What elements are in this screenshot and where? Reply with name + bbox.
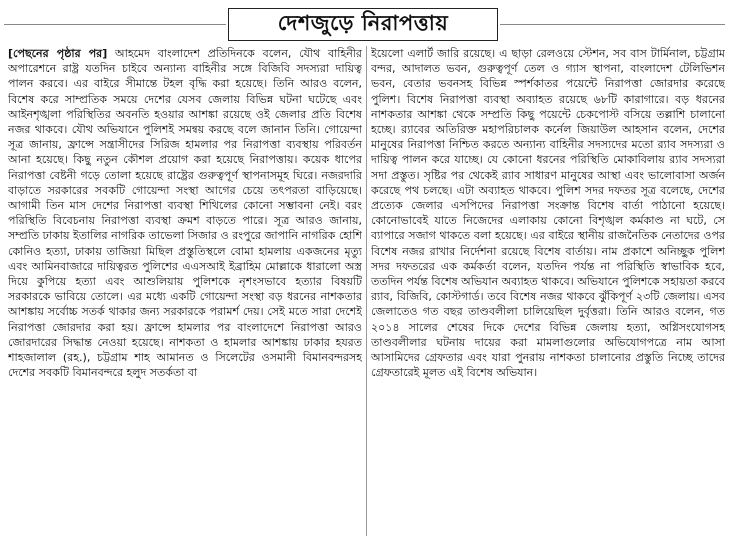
continuation-tag: [পেছনের পৃষ্ঠার পর] (8, 47, 108, 60)
article-column-left (8, 46, 362, 536)
headline-rule-left (4, 24, 226, 25)
headline-rule-right (500, 24, 725, 25)
article-body (8, 46, 725, 536)
article-column-right (371, 46, 725, 536)
left-column-text: আহমেদ বাংলাদেশ প্রতিদিনকে বলেন, যৌথ বাহিনীর অপারেশনে রাষ্ট্র যতদিন চাইবে অন্যান্য বাহিনীর সঙ্গে বিজিবি সদস্যরা দায়িত্ব পালন করবে। এর বাইরে সীমান্তে টহল বৃদ্ধি করা হয়েছে। তিনি আরও বলেন, বিশেষ করে সাম্প্রতিক সময়ে দেশের যেসব জেলায় বিভিন্ন ঘটনা ঘটেছে এবং আইনশৃঙ্খলা পরিস্থিতির অবনতি হওয়ার আশঙ্কা রয়েছে ওই জেলার প্রতি বিশেষ নজর থাকবে। যৌথ অভিযানে পুলিশই সমন্বয় করছে বলে জানান তিনি। গোয়েন্দা সূত্র জানায়, ফ্রান্সে সন্ত্রাসীদের সিরিজ হামলার পর নিরাপত্তা ব্যবস্থায় পরিবর্তন আনা হয়েছে। কিছু নতুন কৌশল প্রয়োগ করা হয়েছে নিরাপত্তায়। কয়েক ধাপের নিরাপত্তা বেষ্টনী গড়ে তোলা হয়েছে রাষ্ট্রের গুরুত্বপূর্ণ স্থাপনাসমূহ ঘিরে। নজরদারি বাড়াতে সরকারের সবকটি গোয়েন্দা সংস্থা আগের চেয়ে তৎপরতা বাড়িয়েছে। আগামী তিন মাস দেশের নিরাপত্তা ব্যবস্থা শিথিলের কোনো সম্ভাবনা নেই। বরং পরিস্থিতি বিবেচনায় নিরাপত্তা ব্যবস্থা ক্রমশ বাড়তে পারে। সূত্র আরও জানায়, সম্প্রতি ঢাকায় ইতালির নাগরিক তাভেলা সিজার ও রংপুরে জাপানি নাগরিক হোশি কোনিও হত্যা, ঢাকায় তাজিয়া মিছিল প্রস্তুতিস্থলে বোমা হামলায় একজনের মৃত্যু এবং আমিনবাজারে দায়িত্বরত পুলিশের এএসআই ইব্রাহিম মোল্লাকে ধারালো অস্ত্র দিয়ে কুপিয়ে হত্যা এবং আশুলিয়ায় পুলিশকে নৃশংসভাবে হত্যার বিষয়টি সরকারকে ভাবিয়ে তোলে। এর মধ্যে একটি গোয়েন্দা সংস্থা বড় ধরনের নাশকতার আশঙ্কায় সর্বোচ্চ সতর্ক থাকার জন্য সরকারকে পরামর্শ দেয়। সেই মতে সারা দেশেই নিরাপত্তা জোরদার করা হয়। ফ্রান্সে হামলার পর বাংলাদেশে নিরাপত্তা আরও জোরদারের সিদ্ধান্ত নেওয়া হয়েছে। নাশকতা ও হামলার আশঙ্কায় ঢাকার হযরত শাহজালাল (রহ.), চট্টগ্রাম শাহ আমানত ও সিলেটের ওসমানী বিমানবন্দরসহ দেশের সবকটি বিমানবন্দরে হলুদ সতর্কতা বা (8, 47, 362, 380)
headline-box (228, 8, 498, 41)
column-divider (366, 46, 367, 536)
right-column-text: ইয়েলো এলার্ট জারি রয়েছে। এ ছাড়া রেলওয়ে স্টেশন, সব বাস টার্মিনাল, চট্টগ্রাম বন্দর, আদালত ভবন, গুরুত্বপূর্ণ তেল ও গ্যাস স্থাপনা, বাংলাদেশ টেলিভিশন ভবন, বেতার ভবনসহ বিভিন্ন স্পর্শকাতর পয়েন্টে নিরাপত্তা জোরদার করেছে পুলিশ। বিশেষ নিরাপত্তা ব্যবস্থা অব্যাহত রয়েছে ৬৮টি কারাগারে। বড় ধরনের নাশকতার আশঙ্কা থেকে সম্প্রতি কিছু পয়েন্টে চেকপোস্ট বসিয়ে তল্লাশি চালানো হচ্ছে। র‌্যাবের অতিরিক্ত মহাপরিচালক কর্নেল জিয়াউল আহসান বলেন, দেশের মানুষের নিরাপত্তা নিশ্চিত করতে অন্যান্য বাহিনীর সদস্যদের মতো র‌্যাব সদস্যরা ও দায়িত্ব পালন করে যাচ্ছে। যে কোনো ধরনের পরিস্থিতি মোকাবিলায় র‌্যাব সদস্যরা সদা প্রস্তুত। সৃষ্টির পর থেকেই র‌্যাব সাধারণ মানুষের আস্থা এবং ভালোবাসা অর্জন করেছে পথ চলছে। এটা অব্যাহত থাকবে। পুলিশ সদর দফতর সূত্র বলেছে, দেশের প্রত্যেক জেলার এসপিদের নিরাপত্তা সংক্রান্ত বিশেষ বার্তা পাঠানো হয়েছে। কোনোভাবেই যাতে নিজেদের এলাকায় কোনো বিশৃঙ্খল কর্মকাণ্ড না ঘটে, সে ব্যাপারে সজাগ থাকতে বলা হয়েছে। এর বাইরে স্থানীয় রাজনৈতিক নেতাদের ওপর বিশেষ নজর রাখার নির্দেশনা রয়েছে বিশেষ বার্তায়। নাম প্রকাশে অনিচ্ছুক পুলিশ সদর দফতরের এক কর্মকর্তা বলেন, যতদিন পর্যন্ত না পরিস্থিতি স্বাভাবিক হবে, ততদিন পর্যন্ত বিশেষ অভিযান অব্যাহত থাকবে। অভিযানে পুলিশকে সহায়তা করবে র‌্যাব, বিজিবি, কোস্টগার্ড। তবে বিশেষ নজর থাকবে ঝুঁকিপূর্ণ ২৩টি জেলায়। এসব জেলাতেও গত বছর তাণ্ডবলীলা চালিয়েছিল দুর্বৃত্তরা। তিনি আরও বলেন, গত ২০১৪ সালের শেষের দিকে দেশের বিভিন্ন জেলায় হত্যা, অগ্নিসংযোগসহ তাণ্ডবলীলার ঘটনায় দায়ের করা মামলাগুলোর অভিযোগপত্রে নাম আসা আসামিদের গ্রেফতার এবং যারা পুনরায় নাশকতা চালানোর প্রস্তুতি নিচ্ছে তাদের গ্রেফতারেই মূলত এই বিশেষ অভিযান। (371, 47, 725, 380)
article-headline: দেশজুড়ে নিরাপত্তায় (277, 11, 449, 35)
